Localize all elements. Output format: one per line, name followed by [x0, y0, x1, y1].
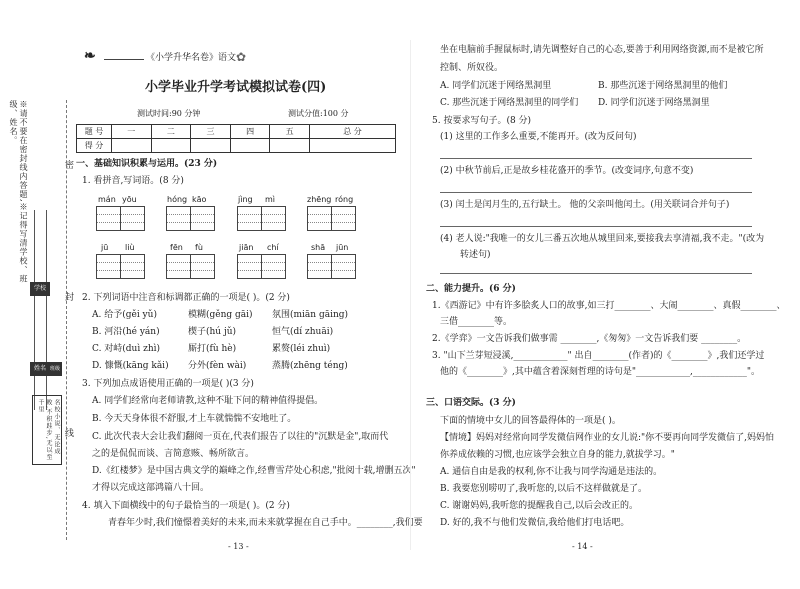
q2-option: B. 河沿(hé yán): [92, 327, 160, 337]
q5-item-3: (3) 闰土是闰月生的,五行缺土。 他的父亲叫他闰土。(用关联词合并句子): [440, 200, 730, 210]
seal-tag-name: 姓名: [30, 362, 50, 376]
q3-option: A. 同学们经常向老师请教,这种不耻下问的精神值得提倡。: [92, 396, 324, 406]
section-1-heading: 一、基础知识积累与运用。(23 分): [76, 159, 218, 169]
pinyin-syllable: liù: [125, 243, 135, 252]
q2-option: 模糊(gěng gāi): [188, 310, 253, 320]
page-fold: [410, 40, 411, 550]
q4-option: B. 那些沉迷于网络黑洞里的他们: [598, 81, 728, 91]
exam-time: 测试时间:90 分钟: [137, 109, 201, 118]
q4-passage-cont: 控制、所奴役。: [440, 63, 504, 73]
seal-line-xian: 线: [63, 428, 73, 438]
section-2-item-3-cont: 他的《________》,其中蕴含着深刻哲理的诗句是"____________,____________"。: [440, 367, 761, 377]
q5-item-2: (2) 中秋节前后,正是故乡桂花盛开的季节。(改变词序,句意不变): [440, 166, 694, 176]
score-cell: 五: [270, 125, 310, 139]
exam-score-total: 测试分值:100 分: [288, 109, 349, 118]
section-3-heading: 三、口语交际。(3 分): [426, 398, 516, 408]
pinyin-syllable: fù: [195, 243, 203, 252]
section-3-option: A. 通信自由是我的权利,你不让我与同学沟通是违法的。: [440, 467, 663, 477]
margin-instruction: ※请不要在密封线内答题,※记得写清学校、班级、姓名。: [9, 100, 28, 284]
q3-option: B. 今天天身体很不舒服,才上车就惴惴不安地吐了。: [92, 414, 297, 424]
pinyin-syllable: jūn: [336, 243, 349, 252]
q3-option: C. 此次代表大会让我们翻阅一页在,代表们报告了以往的"沉默是金",取而代: [92, 432, 389, 442]
question-4: 4. 填入下面横线中的句子最恰当的一项是( )。(2 分): [82, 501, 290, 511]
seal-line-feng: 封: [63, 292, 73, 302]
q2-option: 楔子(hú jǔ): [188, 327, 237, 337]
motto-box: [32, 395, 62, 465]
section-2-item-1-cont: 三借________等。: [440, 317, 513, 327]
score-cell: 总 分: [309, 125, 395, 139]
q2-option: A. 给予(gěi yǔ): [92, 310, 157, 320]
writing-grid[interactable]: [237, 206, 286, 231]
writing-grid[interactable]: [166, 254, 215, 279]
pinyin-syllable: mì: [265, 195, 276, 204]
series-flourish-icon: ✿: [236, 50, 247, 64]
pinyin-syllable: shā: [311, 243, 326, 252]
score-input-cell[interactable]: [270, 139, 310, 153]
section-3-option: B. 我要您别唠叨了,我听您的,以后不这样做就是了。: [440, 484, 648, 494]
answer-line[interactable]: [440, 273, 752, 274]
section-3-option: C. 谢谢妈妈,我听您的提醒我自己,以后会改正的。: [440, 501, 639, 511]
right-page-number: - 14 -: [572, 542, 593, 551]
left-page-number: - 13 -: [228, 542, 249, 551]
q2-option: D. 慷慨(kāng kǎi): [92, 361, 169, 371]
question-1: 1. 看拼音,写词语。(8 分): [82, 176, 184, 186]
q2-option: 分外(fèn wài): [188, 361, 247, 371]
writing-grid[interactable]: [307, 254, 356, 279]
q5-item-1: (1) 这里的工作多么重要,不能再开。(改为反问句): [440, 132, 637, 142]
score-cell: 一: [112, 125, 152, 139]
section-2-item-2: 2.《学弈》一文告诉我们做事需 ________,《匆匆》一文告诉我们要 ________。: [432, 334, 747, 344]
series-name: 《小学升华名卷》语文: [146, 53, 237, 63]
exam-title: 小学毕业升学考试模拟试卷(四): [145, 80, 327, 95]
pinyin-syllable: jiān: [239, 243, 254, 252]
pinyin-syllable: hóng: [167, 195, 188, 204]
section-3-context: 【情境】妈妈对经常向同学发微信网作业的女儿说:"你不要再向同学发微信了,妈妈怕: [440, 433, 775, 443]
section-2-item-3: 3. "山下兰芽短浸溪,____________" 出自________(作者)的《________》,我们还学过: [432, 351, 765, 361]
name-fill-lines-2: [46, 210, 47, 410]
q4-option: C. 那些沉迷于网络黑洞里的同学们: [440, 98, 579, 108]
score-cell: 二: [151, 125, 191, 139]
pinyin-syllable: fēn: [170, 243, 183, 252]
q5-item-4: (4) 老人说:"我唯一的女儿三番五次地从城里回来,要接我去享清福,我不走。"(改为: [440, 234, 765, 244]
pinyin-syllable: mán: [98, 195, 116, 204]
q3-option-cont: 之的是侃侃而谈、言简意赅、畅所欲言。: [92, 449, 255, 459]
pinyin-syllable: jìng: [238, 195, 253, 204]
motto-text: 名校小说、无论成败,不积跬步,无以至千里: [37, 399, 60, 461]
score-input-cell[interactable]: [230, 139, 270, 153]
q4-passage: 青春年少时,我们憧憬着美好的未来,而未来就掌握在自己手中。________,我们要: [108, 518, 423, 528]
section-3-question: 下面的情境中女儿的回答最得体的一项是( )。: [440, 416, 621, 426]
q4-passage-cont: 坐在电脑前手握鼠标时,请先调整好自己的心态,要善于利用网络资源,而不是被它所: [440, 45, 764, 55]
pinyin-syllable: chí: [267, 243, 279, 252]
pinyin-syllable: róng: [335, 195, 354, 204]
q2-option: 蒸腾(zhēng téng): [272, 361, 348, 371]
score-table-score-row: [77, 139, 396, 153]
q3-option-cont: 才得以完成这部鸿篇八十回。: [92, 483, 210, 493]
answer-line[interactable]: [440, 226, 752, 227]
score-input-cell[interactable]: [112, 139, 152, 153]
q4-option: D. 同学们沉迷于网络黑洞里: [598, 98, 710, 108]
section-3-option: D. 好的,我不与他们发微信,我给他们打电话吧。: [440, 518, 630, 528]
section-2-item-1: 1.《西游记》中有许多脍炙人口的故事,如三打________、大闹________、真假________、: [432, 301, 786, 311]
score-cell: 题 号: [77, 125, 112, 139]
score-table-header-row: [77, 125, 396, 139]
pinyin-syllable: jū: [101, 243, 109, 252]
section-2-heading: 二、能力提升。(6 分): [426, 284, 516, 294]
seal-tag-school: 学校: [30, 282, 50, 296]
q3-option: D.《红楼梦》是中国古典文学的巅峰之作,经曹雪芹处心积虑,"批阅十载,增删五次": [92, 466, 416, 476]
name-fill-lines: [34, 210, 35, 410]
writing-grid[interactable]: [237, 254, 286, 279]
writing-grid[interactable]: [166, 206, 215, 231]
writing-grid[interactable]: [307, 206, 356, 231]
q4-option: A. 同学们沉迷于网络黑洞里: [440, 81, 552, 91]
question-3: 3. 下列加点成语使用正确的一项是( )(3 分): [82, 379, 254, 389]
q2-option: C. 对峙(duì zhì): [92, 344, 161, 354]
answer-line[interactable]: [440, 192, 752, 193]
seal-line-mi: 密: [63, 160, 73, 170]
question-2: 2. 下列词语中注音和标调都正确的一项是( )。(2 分): [82, 293, 290, 303]
score-cell: 四: [230, 125, 270, 139]
q2-option: 恒气(dí zhuāi): [272, 327, 334, 337]
q2-option: 厮打(fù hè): [188, 344, 237, 354]
pinyin-syllable: yōu: [122, 195, 137, 204]
section-3-context-cont: 你养成依赖的习惯,也应该学会独立自身的能力,就拔学习。": [440, 450, 675, 460]
pinyin-syllable: zhēng: [307, 195, 332, 204]
score-input-cell[interactable]: [309, 139, 395, 153]
answer-line[interactable]: [440, 158, 752, 159]
score-input-cell[interactable]: [191, 139, 231, 153]
score-input-cell[interactable]: [151, 139, 191, 153]
score-table: [76, 124, 396, 153]
seal-tag-class: 班级: [48, 362, 62, 376]
series-rule: [104, 59, 144, 60]
series-logo-icon: ❧: [84, 48, 96, 64]
pinyin-syllable: kāo: [192, 195, 207, 204]
seal-dashed-line: [66, 100, 67, 540]
score-cell: 得 分: [77, 139, 112, 153]
writing-grid[interactable]: [96, 206, 145, 231]
writing-grid[interactable]: [96, 254, 145, 279]
q2-option: 氛围(miān gāing): [272, 310, 349, 320]
q2-option: 累赘(léi zhuì): [272, 344, 331, 354]
score-cell: 三: [191, 125, 231, 139]
question-5: 5. 按要求写句子。(8 分): [432, 116, 532, 126]
q5-item-4-cont: 转述句): [460, 250, 491, 260]
